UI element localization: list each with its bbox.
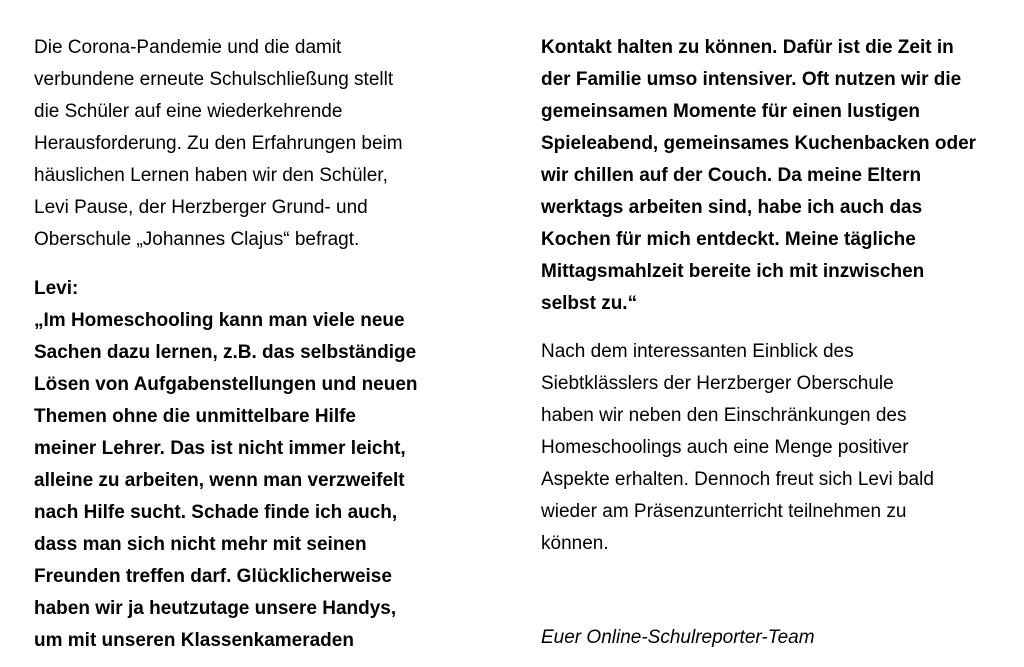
conclusion-line: wieder am Präsenzunterricht teilnehmen zu [541, 501, 907, 522]
quote-line: dass man sich nicht mehr mit seinen [34, 534, 367, 555]
quote-line: Spieleabend, gemeinsames Kuchenbacken oder [541, 133, 977, 154]
conclusion-line: haben wir neben den Einschränkungen des [541, 405, 907, 426]
quote-line: Kochen für mich entdeckt. Meine tägliche [541, 229, 916, 250]
intro-line: die Schüler auf eine wiederkehrende [34, 101, 343, 122]
intro-line: Levi Pause, der Herzberger Grund- und [34, 197, 368, 218]
signature: Euer Online-Schulreporter-Team [541, 627, 815, 648]
quote-line: wir chillen auf der Couch. Da meine Eltern [541, 165, 922, 186]
quote-line: meiner Lehrer. Das ist nicht immer leicht, [34, 438, 406, 459]
quote-line: Themen ohne die unmittelbare Hilfe [34, 406, 356, 427]
quote-line: Mittagsmahlzeit bereite ich mit inzwischen [541, 261, 925, 282]
conclusion-line: Siebtklässlers der Herzberger Oberschule [541, 373, 894, 394]
quote-line: der Familie umso intensiver. Oft nutzen wir die [541, 69, 962, 90]
quote-line: werktags arbeiten sind, habe ich auch das [541, 197, 923, 218]
quote-line: gemeinsamen Momente für einen lustigen [541, 101, 921, 122]
intro-line: verbundene erneute Schulschließung stellt [34, 69, 394, 90]
quote-line: selbst zu.“ [541, 293, 638, 314]
quote-line: Kontakt halten zu können. Dafür ist die Zeit in [541, 37, 954, 58]
intro-line: Die Corona-Pandemie und die damit [34, 37, 342, 58]
quote-line: „Im Homeschooling kann man viele neue [34, 310, 405, 331]
quote-line: alleine zu arbeiten, wenn man verzweifelt [34, 470, 405, 491]
conclusion-line: können. [541, 533, 609, 554]
quote-line: nach Hilfe sucht. Schade finde ich auch, [34, 502, 398, 523]
quote-line: haben wir ja heutzutage unsere Handys, [34, 598, 397, 619]
intro-line: Oberschule „Johannes Clajus“ befragt. [34, 229, 360, 250]
intro-line: Herausforderung. Zu den Erfahrungen beim [34, 133, 403, 154]
speaker-label: Levi: [34, 278, 79, 299]
quote-line: Sachen dazu lernen, z.B. das selbständige [34, 342, 417, 363]
quote-line: um mit unseren Klassenkameraden [34, 630, 354, 651]
conclusion-line: Nach dem interessanten Einblick des [541, 341, 854, 362]
conclusion-line: Aspekte erhalten. Dennoch freut sich Levi bald [541, 469, 934, 490]
quote-line: Freunden treffen darf. Glücklicherweise [34, 566, 392, 587]
conclusion-line: Homeschoolings auch eine Menge positiver [541, 437, 909, 458]
intro-line: häuslichen Lernen haben wir den Schüler, [34, 165, 388, 186]
quote-line: Lösen von Aufgabenstellungen und neuen [34, 374, 418, 395]
